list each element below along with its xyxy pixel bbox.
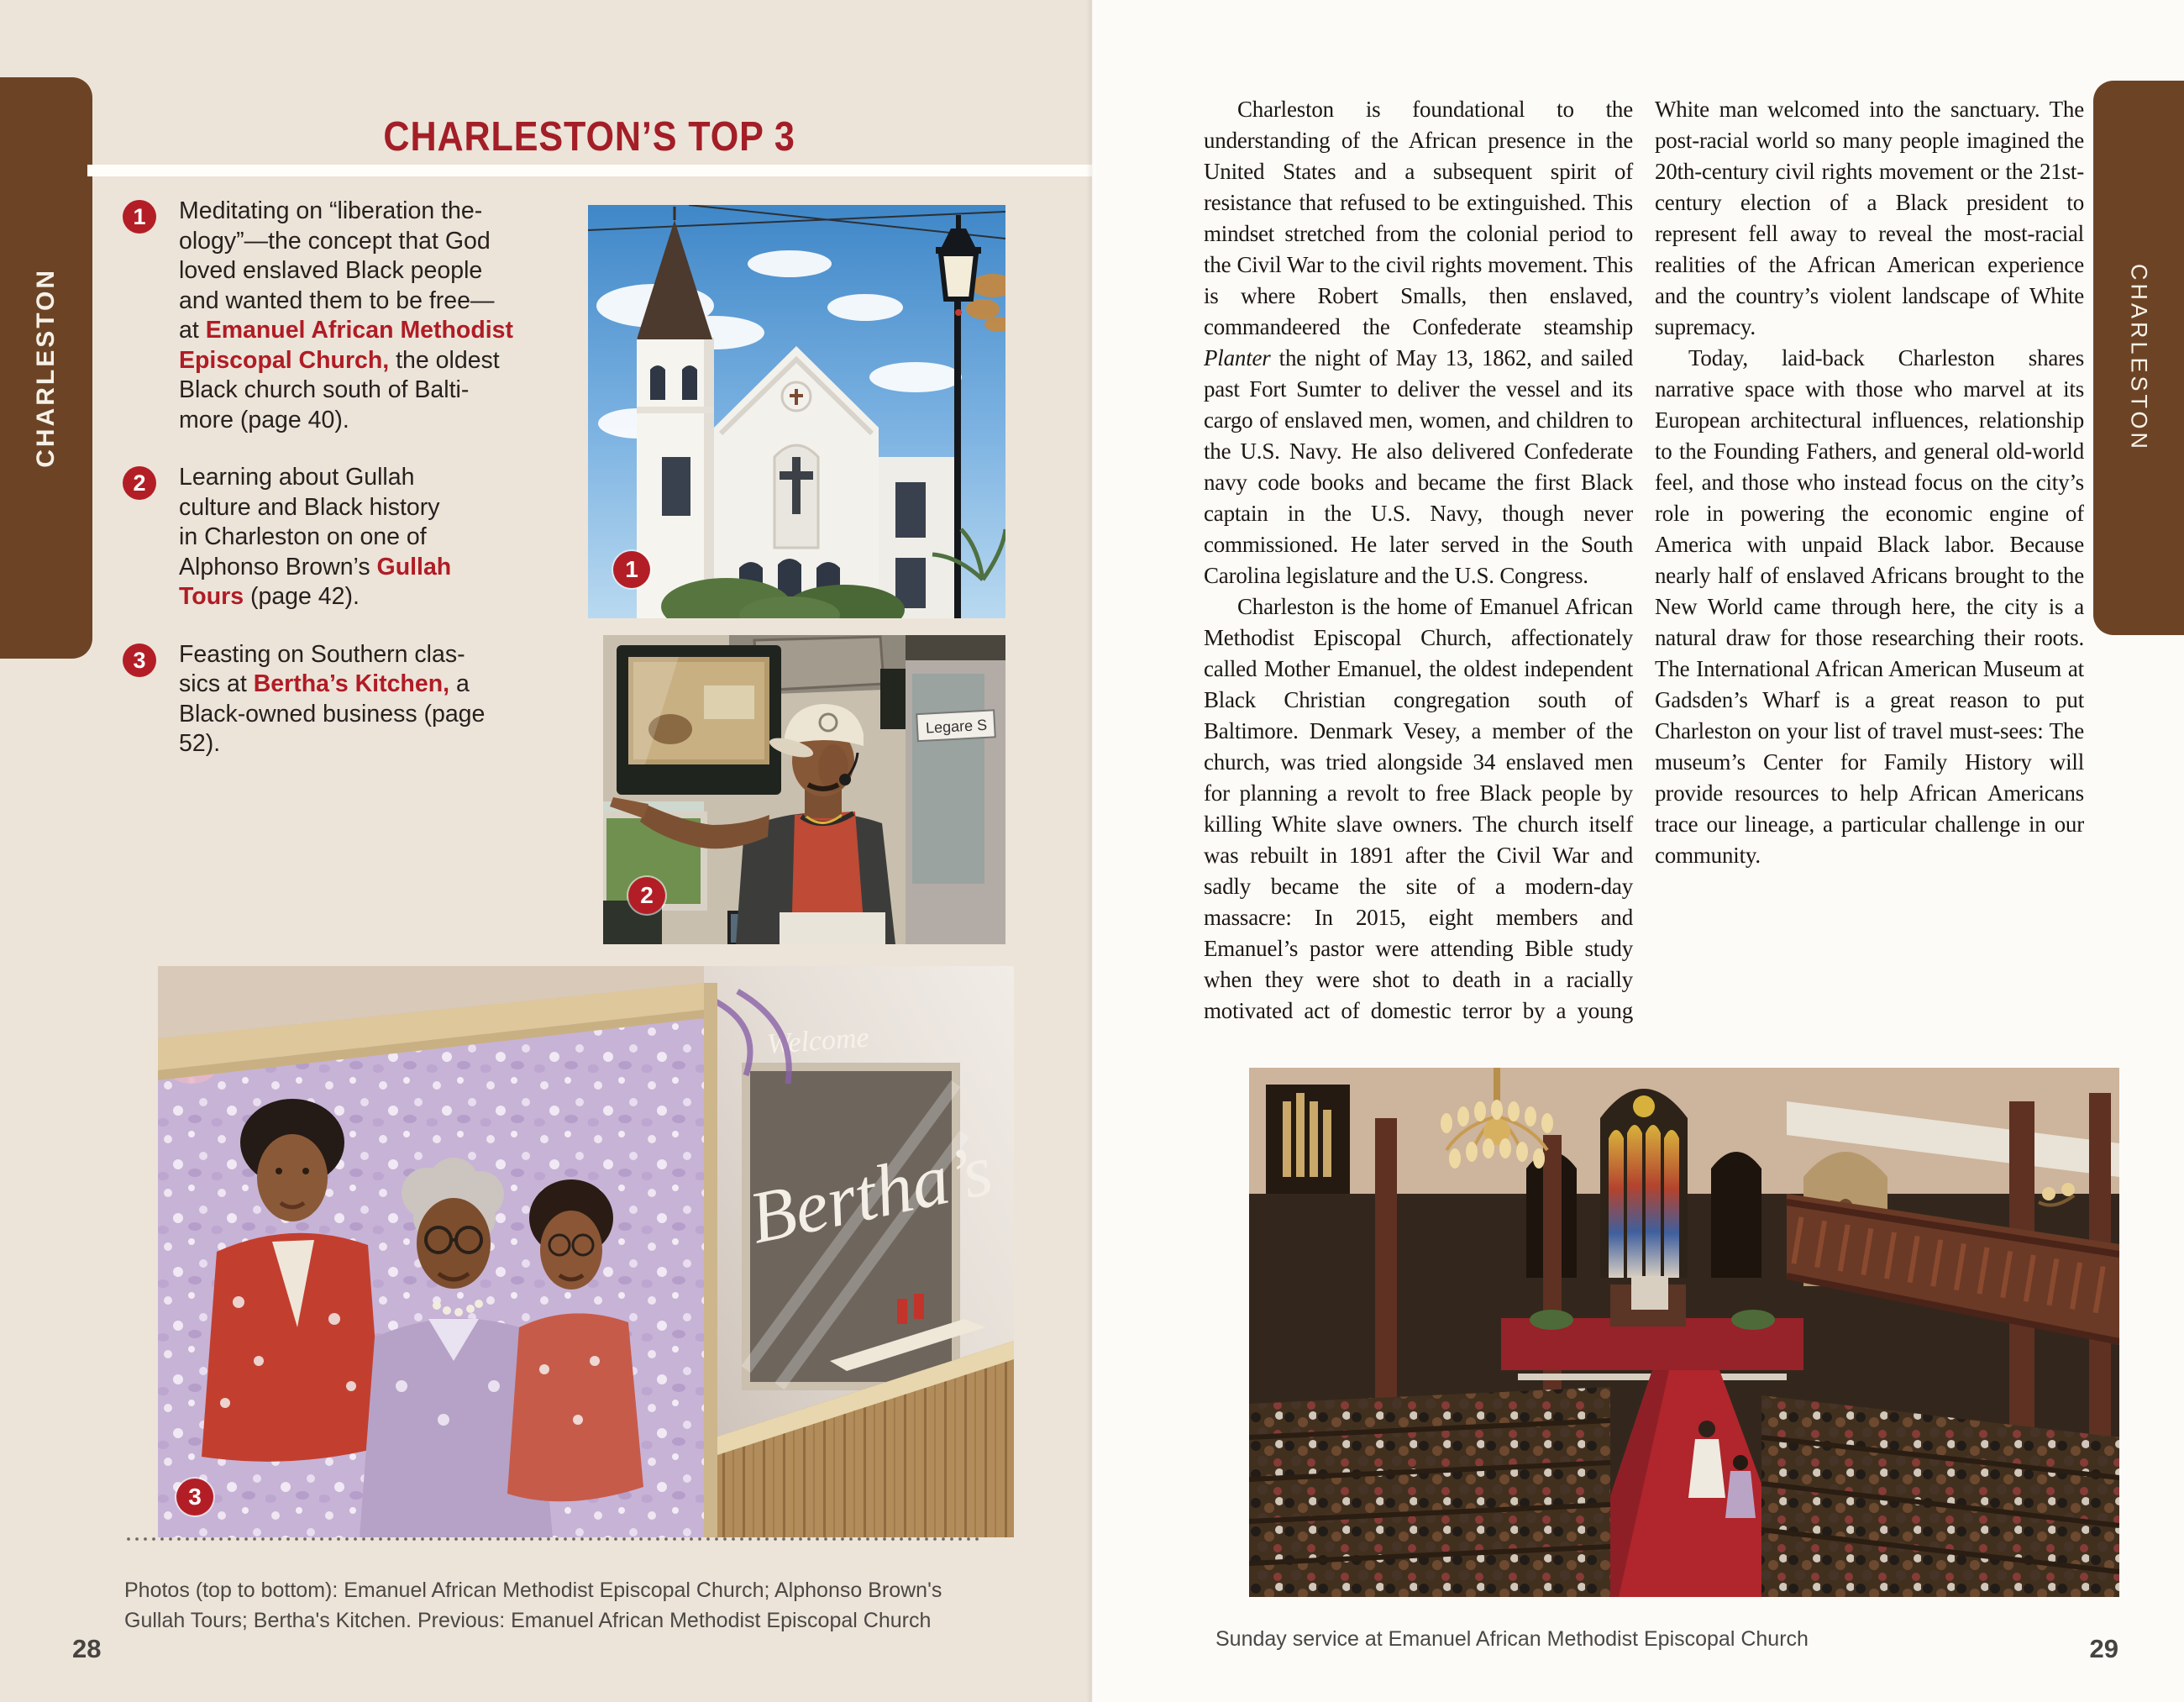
item-number-badge: 1	[123, 200, 156, 234]
photo-number-badge-1: 1	[613, 551, 650, 588]
left-page-caption: Photos (top to bottom): Emanuel African Methodist Episcopal Church; Alphonso Brown's Gullah Tours; Bertha's Kitchen. Previous: Emanuel African Methodist Episcopal Church	[124, 1579, 942, 1632]
church-exterior-illustration	[588, 205, 1005, 618]
photo-gullah-tour-guide	[603, 635, 1005, 944]
item-text: Learning about Gullah culture and Black history in Charleston on one of Alphonso Brown’s Gullah Tours (page 42).	[179, 464, 452, 610]
welcome-script: Welcome	[765, 1022, 870, 1060]
page-title: CHARLESTON’S TOP 3	[383, 113, 796, 160]
street-sign	[916, 710, 995, 741]
berthas-mural-illustration	[158, 966, 1014, 1537]
title-underline-band	[87, 165, 1092, 176]
church-interior-illustration	[1249, 1068, 2119, 1597]
top3-item-3	[123, 640, 593, 759]
item-number-badge: 3	[123, 644, 156, 677]
top3-item-1	[123, 197, 593, 435]
right-page	[1092, 0, 2184, 1702]
tab-label: CHARLESTON	[2126, 263, 2152, 453]
photo-berthas-kitchen-mural	[158, 966, 1014, 1537]
svg-text:Legare S: Legare S	[925, 716, 988, 737]
body-paragraph: Charleston is foundational to the understanding of the African presence in the United States and a subsequent spirit of resistance that refused to be extinguished. This mindset stretched from the colonial period to the Civil War to the civil rights movement. This is where Robert Smalls, then enslaved, commandeered the Confederate steamship Planter the night of May 13, 1862, and sailed past Fort Sumter to deliver the vessel and its cargo of enslaved men, women, and children to the U.S. Navy. He also delivered Confederate navy code books and became the first Black captain in the U.S. Navy, though never commissioned. He later served in the South Carolina legislature and the U.S. Congress.	[1204, 97, 1633, 588]
item-number-badge: 2	[123, 466, 156, 500]
photo-number-badge-2: 2	[628, 877, 665, 914]
charleston-side-tab-right	[2093, 81, 2184, 635]
top3-item-2	[123, 463, 593, 612]
photo-church-interior	[1249, 1068, 2119, 1597]
tab-label: CHARLESTON	[32, 268, 60, 468]
page-number-left: 28	[72, 1634, 102, 1663]
page-number-right: 29	[2089, 1634, 2118, 1663]
top3-list	[123, 197, 593, 787]
photo-church-exterior	[588, 205, 1005, 618]
right-page-caption: Sunday service at Emanuel African Methodist Episcopal Church	[1215, 1627, 1809, 1651]
charleston-side-tab-left	[0, 77, 92, 659]
body-paragraph: Today, laid-back Charleston shares narrative space with those who marvel at its European architectural influences, relationship to the Founding Fathers, and general old-world feel, and those who instead focus on the city’s role in powering the economic engine of America with unpaid Black labor. Because nearly half of enslaved Africans brought to the New World came through here, the city is a natural draw for those researching their roots. The International African American Museum at Gadsden’s Wharf is a great reason to put Charleston on your list of travel must-sees: The museum’s Center for Family History will provide resources to help African Americans trace our lineage, a particular challenge in our community.	[1655, 345, 2084, 868]
photo-number-badge-3: 3	[176, 1479, 213, 1516]
body-paragraph: Charleston is the home of Emanuel African Methodist Episcopal Church, affectionately called Mother Emanuel, the oldest independent Black Christian congregation south of Baltimore. Denmark Vesey, a member of the church, was tried alongside 34 enslaved men for planning a revolt to free Black people by killing White slave owners. The church itself was rebuilt in 1891 after the Civil War and sadly became the site of a modern-day massacre: In 2015, eight members and Emanuel’s pastor were attending Bible study when they were shot to death in a racially motivated act of domestic terror by a young White man welcomed into the sanctuary. The post-racial world so many people imagined the 20th-century civil rights movement or the 21st-century election of a Black president to represent fell away to reveal the most-racial realities of the African American experience and the country’s violent landscape of White supremacy.	[1204, 97, 2084, 1023]
body-text-columns	[1204, 94, 2084, 1052]
dotted-divider	[124, 1537, 981, 1542]
berthas-script: Bertha’s	[742, 1129, 1000, 1260]
item-text: Feasting on Southern clas- sics at Bertha’s Kitchen, a Black-owned business (page 52).	[179, 640, 486, 757]
page-gutter	[1086, 0, 1098, 1702]
item-text: Meditating on “liberation the- ology”—the concept that God loved enslaved Black people and wanted them to be free— at Emanuel African Methodist Episcopal Church, the oldest Black church south of Balti- more (page 40).	[179, 197, 514, 433]
